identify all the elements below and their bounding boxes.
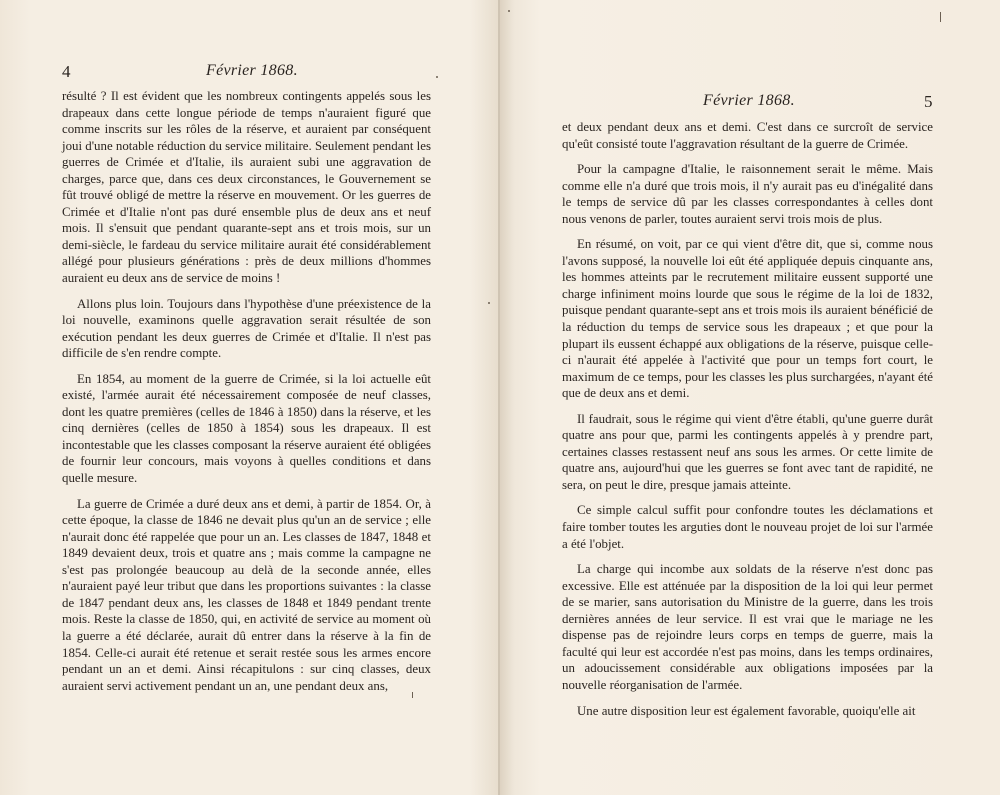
running-header-text: Février 1868. bbox=[206, 62, 298, 79]
paragraph: Ce simple calcul suffit pour confondre toutes les déclamations et faire tomber toutes les arguties dont le nouveau projet de loi sur l'armée a été l'objet. bbox=[562, 503, 933, 551]
paragraph: et deux pendant deux ans et demi. C'est dans ce surcroît de service qu'eût consisté toute l'aggravation résultant de la guerre de Crimée. bbox=[562, 120, 933, 151]
paper-speck bbox=[412, 692, 413, 698]
page-body bbox=[62, 88, 431, 694]
paragraph: La guerre de Crimée a duré deux ans et demi, à partir de 1854. Or, à cette époque, la classe de 1846 ne devait plus qu'un an de service ; elle n'aurait donc été rappelée que pour un an. Les classes de 1847, 1848 et 1849 devaient deux, trois et quatre ans ; mais comme la campagne ne s'est pas prolongée beaucoup au delà de la seconde année, elles n'auraient payé leur tribut que dans les proportions suivantes : la classe de 1847 pendant deux ans, les classes de 1848 et 1849 pendant trente mois. Reste la classe de 1850, qui, en activité de service au moment où la guerre a été déclarée, aurait dû entrer dans la réserve à la fin de 1854. Celle-ci aurait été retenue et serait restée sous les armes encore pendant un an et demi. Ainsi récapitulons : sur cinq classes, deux auraient servi activement pendant un an, une pendant deux ans, bbox=[62, 496, 431, 693]
paragraph: Allons plus loin. Toujours dans l'hypothèse d'une préexistence de la loi nouvelle, examinons quelle aggravation serait résultée de son exécution pendant les deux guerres de Crimée et d'Italie. Il n'est pas difficile de s'en rendre compte. bbox=[62, 296, 431, 361]
page-body bbox=[562, 119, 933, 719]
right-page bbox=[500, 0, 1000, 795]
paragraph: Une autre disposition leur est également favorable, quoiqu'elle ait bbox=[577, 703, 916, 718]
paragraph: En 1854, au moment de la guerre de Crimée, si la loi actuelle eût existé, l'armée aurait été nécessairement composée de neuf classes, dont les quatre premières (celles de 1846 à 1850) dans la réserve, et les cinq dernières (celles de 1850 à 1854) sous les drapeaux. Il est incontestable que les classes composant la réserve auraient été obligées de fournir leur concours, mais voyons à quelles conditions et dans quelle mesure. bbox=[62, 371, 431, 486]
paper-speck bbox=[436, 76, 438, 78]
page-number: 4 bbox=[62, 62, 71, 81]
paragraph: En résumé, on voit, par ce qui vient d'être dit, que si, comme nous l'avons supposé, la nouvelle loi eût été appliquée depuis cinquante ans, les hommes atteints par le recrutement militaire eussent supporté une charge infiniment moins lourde que sous le régime de la loi de 1832, puisque pendant quarante-sept ans et trois mois ils auraient bénéficié de la réduction du temps de service sous les drapeaux ; et que pour la plupart ils eussent échappé aux obligations de la réserve, puisque celle-ci n'aurait été appelée à l'activité que pour un temps fort court, le maximum de ce temps, pour les classes les plus surchargées, n'ayant été que de deux ans et demi. bbox=[562, 237, 933, 401]
page-number: 5 bbox=[924, 92, 933, 111]
paper-speck bbox=[940, 12, 941, 22]
paragraph: Pour la campagne d'Italie, le raisonnement serait le même. Mais comme elle n'a duré que trois mois, il n'y aurait pas eu d'inégalité dans le temps de service dû par les classes correspondantes à celles dont nous venons de parler, toutes auraient servi trois mois de plus. bbox=[562, 162, 933, 226]
paper-speck bbox=[508, 10, 510, 12]
paragraph: Il faudrait, sous le régime qui vient d'être établi, qu'une guerre durât quatre ans pour que, parmi les contingents appelés à y prendre part, certaines classes restassent neuf ans sous les armes. Or cette limite de quatre ans, aujourd'hui que les guerres se font avec tant de rapidité, ne sera, on peut le dire, presque jamais atteinte. bbox=[562, 411, 933, 492]
running-header bbox=[206, 62, 298, 80]
running-header-text: Février 1868. bbox=[703, 92, 795, 109]
running-header bbox=[703, 92, 795, 110]
paragraph: résulté ? Il est évident que les nombreux contingents appelés sous les drapeaux dans cette longue période de temps n'auraient figuré que comme inscrits sur les rôles de la réserve, et auraient par conséquent joui d'une notable réduction du service militaire. Seulement pendant les guerres de Crimée et d'Italie, ils auraient subi une aggravation de charges, parce que, dans ces deux circonstances, le Gouvernement se fût trouvé obligé de mettre la réserve en mouvement. Or les guerres de Crimée et d'Italie n'ont pas duré ensemble plus de deux ans et neuf mois. Il s'ensuit que pendant quarante-sept ans et trois mois, sur un demi-siècle, le fardeau du service militaire aurait été considérablement allégé pour plusieurs générations : près de deux millions d'hommes auraient eu deux ans de service de moins ! bbox=[62, 89, 431, 286]
paper-speck bbox=[488, 302, 490, 304]
paragraph: La charge qui incombe aux soldats de la réserve n'est donc pas excessive. Elle est atténuée par la disposition de la loi qui leur permet de se marier, sans autorisation du Ministre de la guerre, dans les trois dernières années de leur service. Il est vrai que le mariage ne les dispense pas de rejoindre leurs corps en temps de guerre, mais la faculté qui leur est accordée n'est pas moins, dans les temps ordinaires, un adoucissement considérable aux obligations imposées par la nouvelle réorganisation de l'armée. bbox=[562, 562, 933, 692]
